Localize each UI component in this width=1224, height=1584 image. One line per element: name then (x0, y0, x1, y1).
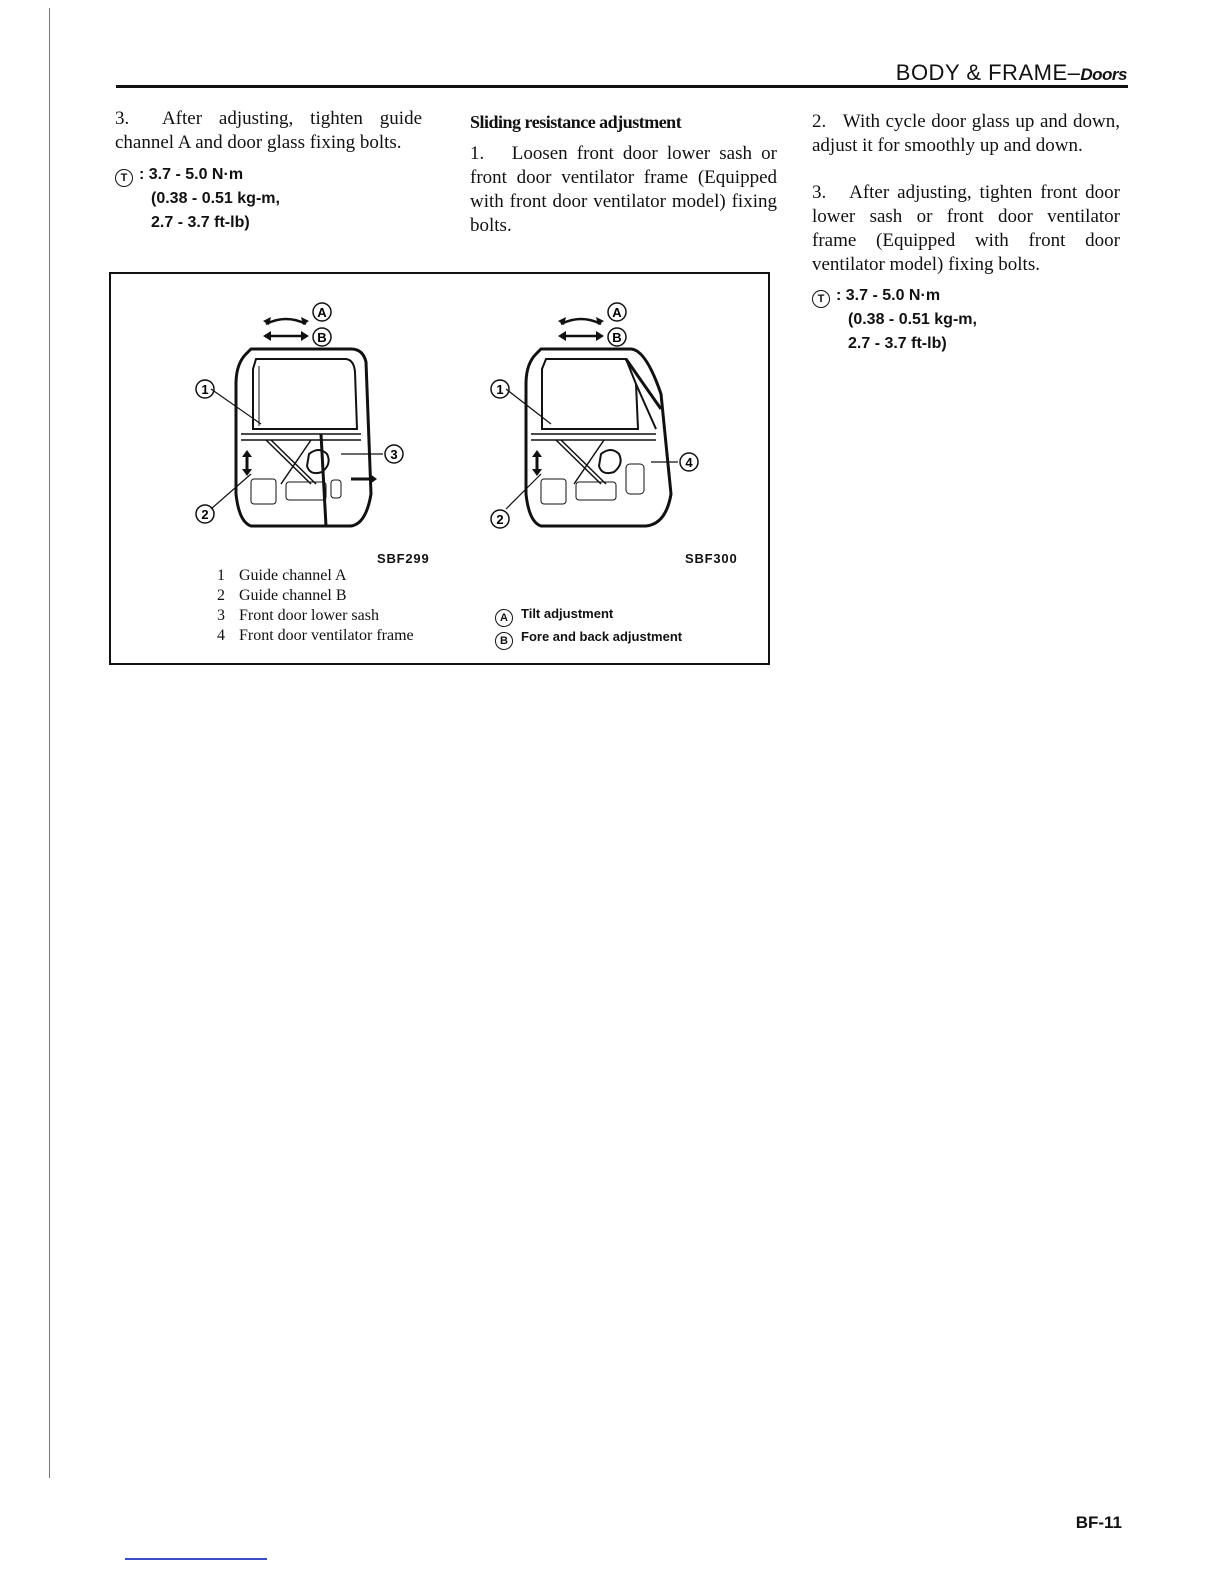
door-illustration-sbf300 (486, 294, 726, 544)
figure-legend (217, 566, 414, 646)
legend-item: 3 Front door lower sash (217, 607, 379, 624)
door-illustration-sbf299 (191, 294, 431, 544)
left-step-number: 3. (115, 108, 130, 129)
header-subtitle: Doors (1080, 65, 1127, 84)
legend-letter-item: A Tilt adjustment (495, 604, 682, 627)
callout-a-right: A (612, 305, 622, 320)
middle-step-1 (470, 142, 777, 238)
torque-value-nm: 3.7 - 5.0 N·m (845, 287, 941, 304)
figure-code-right: SBF300 (685, 551, 738, 566)
right-step2-text: With cycle door glass up and down, adjust it for smoothly up and down. (812, 111, 1120, 156)
header-title: BODY & FRAME (895, 60, 1068, 85)
legend-item: 1 Guide channel A (217, 567, 347, 584)
middle-step-number: 1. (470, 143, 485, 164)
callout-1-left: 1 (201, 382, 209, 397)
figure-box (109, 272, 770, 665)
right-step3-text: After adjusting, tighten front door lower sash or front door ventilator frame (Equipped with front door ventilator model) fixing bolts. (812, 182, 1121, 275)
bottom-scan-line (125, 1558, 267, 1560)
torque-value-ftlb: 2.7 - 3.7 ft-lb) (848, 335, 947, 352)
sliding-resistance-heading: Sliding resistance adjustment (470, 112, 682, 132)
left-step-text: After adjusting, tighten guide channel A and door glass fixing bolts. (115, 108, 423, 153)
section-header (896, 60, 1127, 86)
right-step3-number: 3. (812, 182, 827, 203)
left-step-3 (115, 107, 422, 155)
legend-item: 4 Front door ventilator frame (217, 627, 414, 644)
page-number: BF-11 (1075, 1513, 1122, 1532)
callout-b-left: B (317, 330, 327, 345)
figure-code-left: SBF299 (377, 551, 430, 566)
header-dash: – (1067, 60, 1081, 85)
callout-b-right: B (612, 330, 622, 345)
right-torque-spec: T : 3.7 - 5.0 N·m (0.38 - 0.51 kg-m, 2.7 - 3.7 ft-lb) (812, 284, 977, 356)
middle-step-text: Loosen front door lower sash or front door ventilator frame (Equipped with front door ventilator model) fixing bolts. (470, 143, 777, 236)
torque-value-kgm: (0.38 - 0.51 kg-m, (151, 190, 280, 207)
torque-icon: T (812, 290, 830, 308)
callout-1-right: 1 (496, 382, 504, 397)
callout-3-left: 3 (390, 447, 398, 462)
torque-value-nm: 3.7 - 5.0 N·m (148, 166, 244, 183)
torque-icon: T (115, 169, 133, 187)
legend-letter-item: B Fore and back adjustment (495, 627, 682, 650)
right-step2-number: 2. (812, 111, 827, 132)
torque-value-ftlb: 2.7 - 3.7 ft-lb) (151, 214, 250, 231)
left-torque-spec: T : 3.7 - 5.0 N·m (0.38 - 0.51 kg-m, 2.7 - 3.7 ft-lb) (115, 163, 280, 235)
header-rule (116, 85, 1128, 88)
callout-4-right: 4 (685, 455, 693, 470)
right-step-3 (812, 181, 1120, 277)
binding-margin-line (49, 8, 50, 1478)
callout-a-left: A (317, 305, 327, 320)
legend-item: 2 Guide channel B (217, 587, 347, 604)
right-step-2 (812, 110, 1120, 158)
callout-2-left: 2 (201, 507, 209, 522)
torque-value-kgm: (0.38 - 0.51 kg-m, (848, 311, 977, 328)
callout-2-right: 2 (496, 512, 504, 527)
figure-letter-legend (495, 604, 682, 650)
